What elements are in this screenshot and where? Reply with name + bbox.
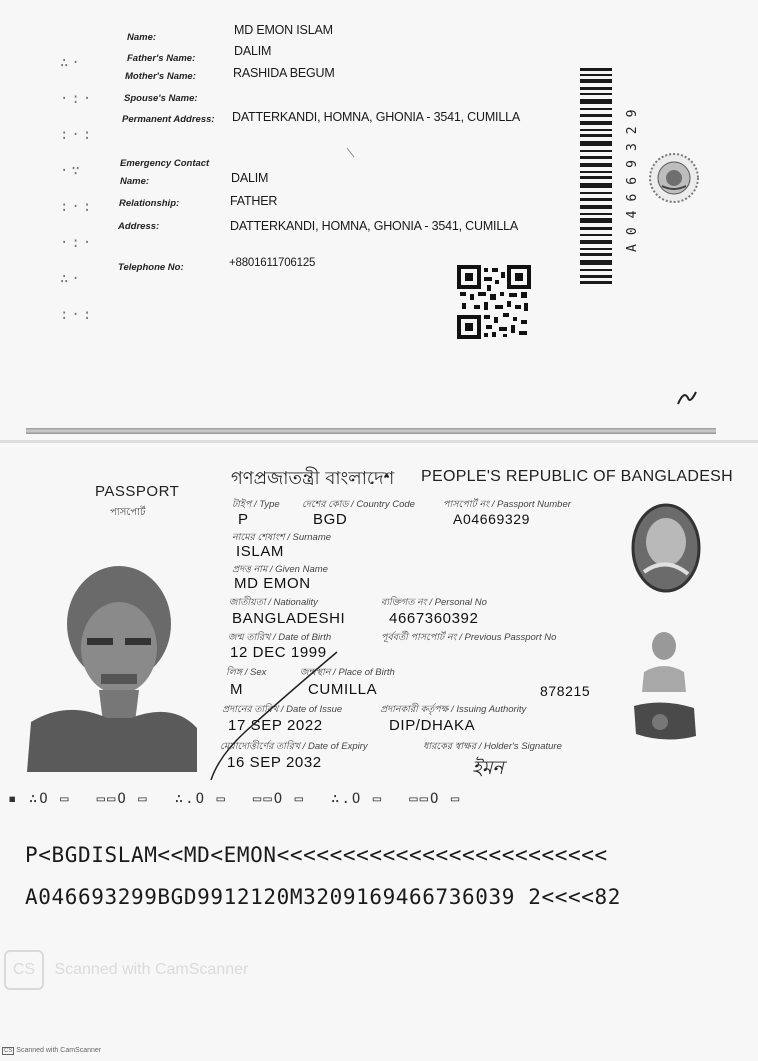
relationship-label: Relationship: xyxy=(119,198,180,209)
telephone-value: +8801611706125 xyxy=(229,257,316,269)
mrz-line-2: A046693299BGD9912120M3209169466736039 2<<<<82 xyxy=(25,885,621,909)
security-strip: ▪ ∴O ▭ ▭▭O ▭ ∴.O ▭ ▭▭O ▭ ∴.O ▭ ▭▭O ▭ xyxy=(8,791,462,807)
page-fold-divider xyxy=(26,428,716,434)
holder-signature-label: ধারকের স্বাক্ষর / Holder's Signature xyxy=(423,741,562,752)
permanent-address-value: DATTERKANDI, HOMNA, GHONIA - 3541, CUMILLA xyxy=(232,110,520,124)
type-value: P xyxy=(238,511,249,528)
side-control-number: 878215 xyxy=(540,683,591,699)
sex-value: M xyxy=(230,681,244,698)
scanner-corner-note xyxy=(2,1047,101,1059)
bio-data-page xyxy=(0,450,758,810)
page-fold-shadow xyxy=(0,440,758,443)
sex-label: লিঙ্গ / Sex xyxy=(226,667,267,678)
stray-mark xyxy=(346,146,356,158)
given-name-value: MD EMON xyxy=(234,575,311,592)
passport-title-bangla: পাসপোর্ট xyxy=(110,507,146,518)
mother-value: RASHIDA BEGUM xyxy=(233,66,335,80)
name-value: MD EMON ISLAM xyxy=(234,23,333,37)
mrz-line-1: P<BGDISLAM<<MD<EMON<<<<<<<<<<<<<<<<<<<<<<<<< xyxy=(25,843,608,867)
given-name-label: প্রদত্ত নাম / Given Name xyxy=(232,564,328,575)
country-code-label: দেশের কোড / Country Code xyxy=(302,499,415,510)
date-of-issue-value: 17 SEP 2022 xyxy=(228,717,323,734)
issuing-authority-value: DIP/DHAKA xyxy=(389,717,476,734)
passport-number-value: A04669329 xyxy=(453,511,531,527)
father-label: Father's Name: xyxy=(127,53,196,64)
passport-title: PASSPORT xyxy=(95,483,180,500)
emergency-name-value: DALIM xyxy=(231,171,269,185)
country-name-bangla: গণপ্রজাতন্ত্রী বাংলাদেশ xyxy=(231,468,395,489)
name-label: Name: xyxy=(127,32,157,43)
nationality-label: জাতীয়তা / Nationality xyxy=(229,597,318,608)
date-of-expiry-value: 16 SEP 2032 xyxy=(227,754,322,771)
type-label: টাইপ / Type xyxy=(232,499,280,510)
scanner-watermark xyxy=(4,950,264,990)
date-of-issue-label: প্রদানের তারিখ / Date of Issue xyxy=(222,704,343,715)
vertical-barcode xyxy=(580,68,614,284)
flag-hologram xyxy=(632,700,698,742)
country-code-value: BGD xyxy=(313,511,348,528)
nationality-value: BANGLADESHI xyxy=(232,610,346,627)
holder-photo xyxy=(27,562,197,772)
surname-label: নামের শেষাংশ / Surname xyxy=(232,532,332,543)
father-value: DALIM xyxy=(234,44,272,58)
government-seal xyxy=(648,152,700,204)
emergency-name-label: Name: xyxy=(120,176,150,187)
mother-label: Mother's Name: xyxy=(125,71,196,82)
qr-code xyxy=(457,265,531,339)
date-of-birth-label: জন্ম তারিখ / Date of Birth xyxy=(228,632,332,643)
emergency-contact-heading: Emergency Contact xyxy=(120,158,210,169)
holder-signature: ইমন xyxy=(472,757,504,779)
spouse-label: Spouse's Name: xyxy=(124,93,198,104)
permanent-address-label: Permanent Address: xyxy=(122,114,215,125)
perforation-dots: ∴· ·:· :·: ·∵ :·: ·:· ∴· :·: xyxy=(60,55,95,323)
cs-corner-logo: CS xyxy=(4,1048,13,1054)
date-of-expiry-label: মেয়াদোত্তীর্ণের তারিখ / Date of Expiry xyxy=(220,741,368,752)
place-of-birth-value: CUMILLA xyxy=(308,681,378,698)
personal-no-value: 4667360392 xyxy=(389,610,479,627)
passport-number-label: পাসপোর্ট নং / Passport Number xyxy=(443,499,571,510)
relationship-value: FATHER xyxy=(230,194,278,208)
ghost-photo xyxy=(630,502,702,594)
small-ghost-portrait xyxy=(638,626,690,692)
personal-details-page xyxy=(0,0,758,420)
place-of-birth-label: জন্মস্থান / Place of Birth xyxy=(300,667,395,678)
watermark-text: Scanned with CamScanner xyxy=(54,961,249,978)
emergency-address-label: Address: xyxy=(118,221,160,232)
surname-value: ISLAM xyxy=(236,543,285,560)
barcode-number: A04669329 xyxy=(625,100,640,252)
cs-logo: CS xyxy=(4,950,44,990)
emergency-address-value: DATTERKANDI, HOMNA, GHONIA - 3541, CUMILLA xyxy=(230,219,518,233)
scribble-mark xyxy=(676,388,700,408)
date-of-birth-value: 12 DEC 1999 xyxy=(230,644,327,661)
telephone-label: Telephone No: xyxy=(118,262,184,273)
previous-passport-label: পূর্ববর্তী পাসপোর্ট নং / Previous Passport No xyxy=(381,632,557,643)
corner-text: Scanned with CamScanner xyxy=(16,1047,102,1054)
issuing-authority-label: প্রদানকারী কর্তৃপক্ষ / Issuing Authority xyxy=(380,704,527,715)
personal-no-label: ব্যক্তিগত নং / Personal No xyxy=(381,597,487,608)
country-name-english: PEOPLE'S REPUBLIC OF BANGLADESH xyxy=(421,468,734,485)
